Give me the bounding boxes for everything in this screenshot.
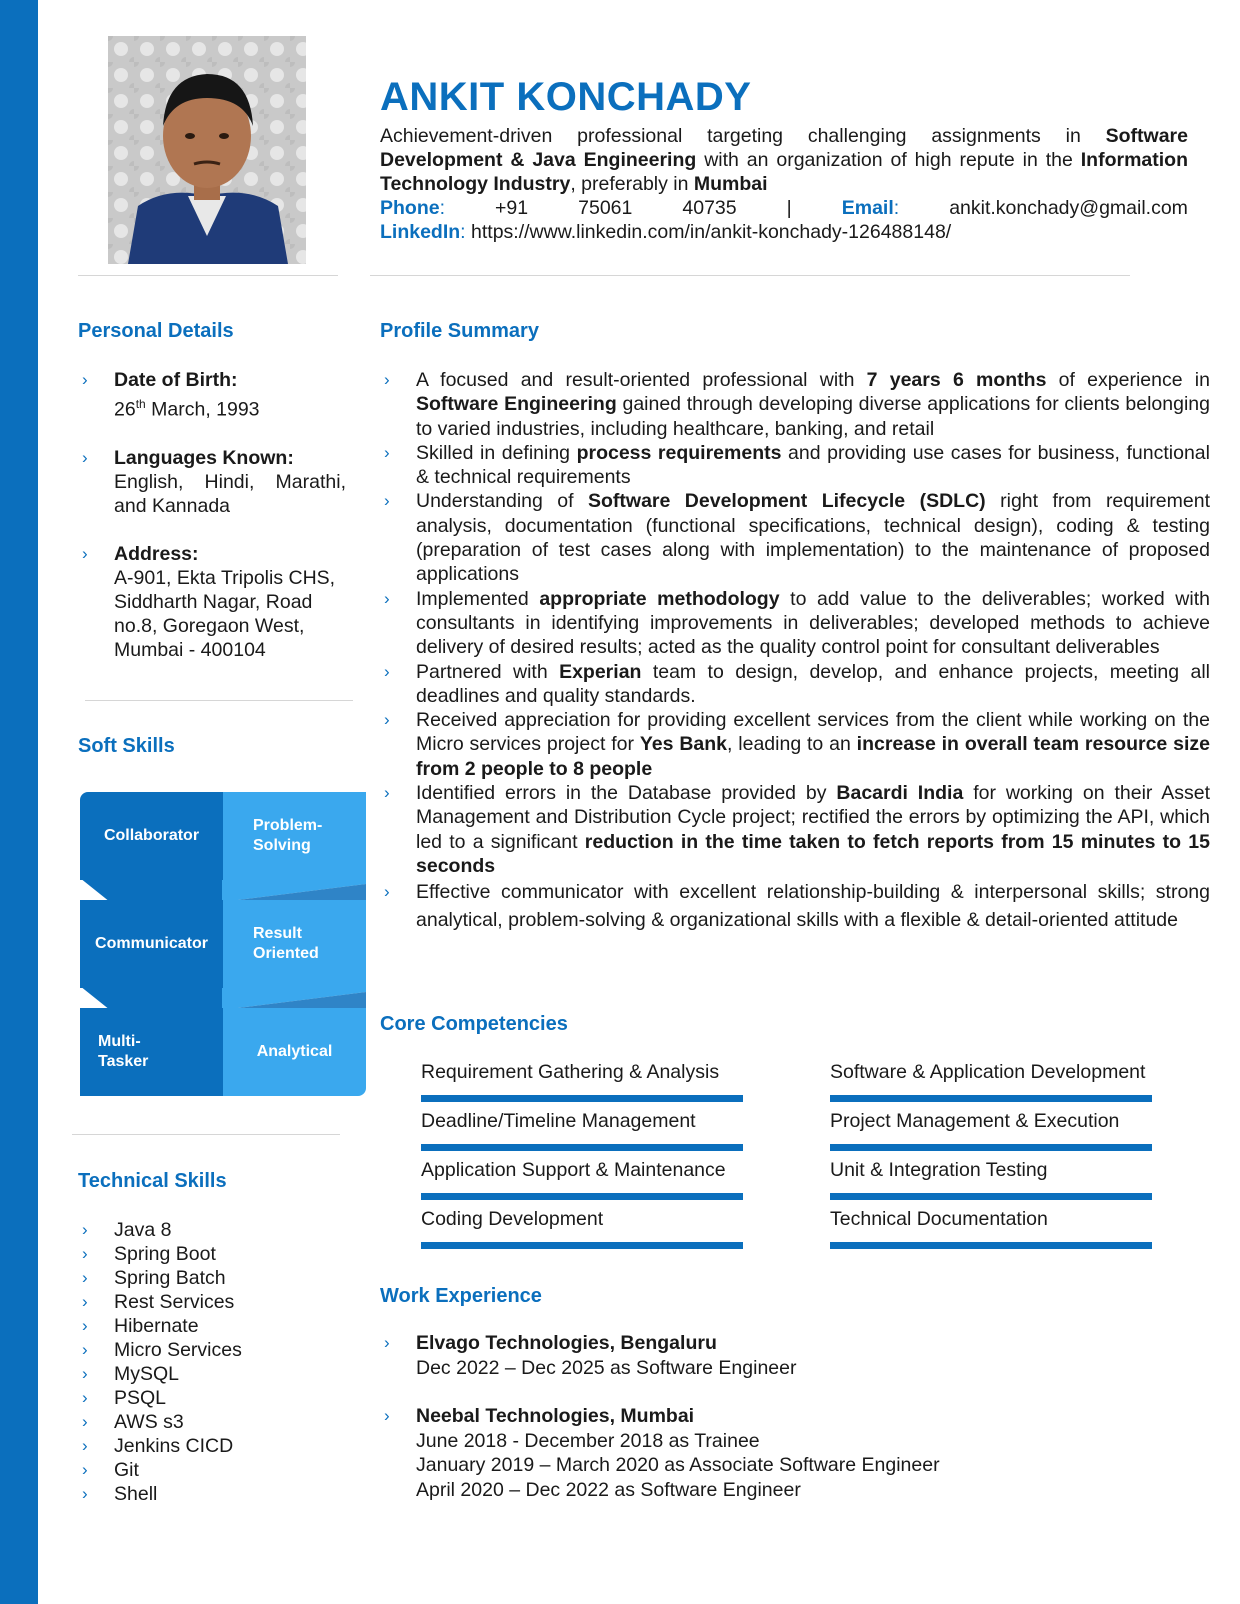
phone-label: Phone	[380, 197, 440, 219]
chevron-icon: ›	[384, 442, 390, 462]
address-item: › Address: A-901, Ekta Tripolis CHS, Siddharth Nagar, Road no.8, Goregaon West, Mumbai - 400104	[80, 542, 350, 662]
chevron-icon: ›	[82, 1388, 88, 1407]
chevron-icon: ›	[384, 370, 390, 389]
job-company: Elvago Technologies, Bengaluru	[416, 1332, 717, 1354]
address-value: A-901, Ekta Tripolis CHS, Siddharth Nagar, Road no.8, Goregaon West, Mumbai - 400104	[114, 566, 336, 661]
tech-skill-item: › AWS s3	[82, 1411, 184, 1433]
competency-item: Technical Documentation	[830, 1208, 1048, 1230]
email-label: Email	[841, 197, 894, 219]
divider	[370, 275, 1130, 276]
linkedin-label: LinkedIn	[380, 221, 461, 243]
linkedin-row: LinkedIn: https://www.linkedin.com/in/ankit-konchady-126488148/	[380, 221, 952, 243]
languages-value: English, Hindi, Marathi, and Kannada	[114, 470, 346, 517]
chevron-icon: ›	[82, 1460, 88, 1479]
job-item	[380, 1404, 1210, 1502]
soft-skills-grid	[80, 792, 366, 1092]
skill-collaborator: Collaborator	[80, 792, 223, 880]
work-experience-title: Work Experience	[380, 1285, 542, 1307]
tech-skill-item: › MySQL	[82, 1363, 180, 1385]
competency-item: Project Management & Execution	[830, 1110, 1120, 1132]
skill-problem-solving: Problem-Solving	[223, 792, 366, 880]
competency-item: Application Support & Maintenance	[421, 1159, 726, 1181]
competency-item: Software & Application Development	[830, 1061, 1146, 1083]
chevron-icon: ›	[82, 1268, 88, 1287]
contact-row: Phone: +91 75061 40735 | Email: ankit.konchady@gmail.com	[380, 197, 1188, 219]
job-item	[380, 1331, 1210, 1380]
skill-band	[80, 878, 366, 902]
tech-skill-item: › Jenkins CICD	[82, 1435, 234, 1457]
soft-skills-title: Soft Skills	[78, 735, 175, 757]
chevron-icon: ›	[384, 783, 390, 803]
chevron-icon: ›	[82, 370, 88, 389]
chevron-icon: ›	[82, 1436, 88, 1455]
competency-item: Deadline/Timeline Management	[421, 1110, 696, 1132]
chevron-icon: ›	[82, 1412, 88, 1431]
skill-band	[80, 986, 366, 1010]
tech-skill-item: › Hibernate	[82, 1315, 199, 1337]
profile-item: › Understanding of Software Development Lifecycle (SDLC) right from requirement analysis, documentation (functional specifications, technical design), coding & testing (preparation of test cases along with implementation) to the maintenance of proposed applications	[384, 490, 1210, 586]
candidate-name: ANKIT KONCHADY	[380, 75, 752, 119]
chevron-icon: ›	[384, 1333, 390, 1352]
competency-bar	[830, 1193, 1152, 1200]
chevron-icon: ›	[384, 882, 390, 902]
skill-multi-tasker: Multi-Tasker	[80, 1008, 223, 1096]
chevron-icon: ›	[82, 1292, 88, 1311]
job-role: June 2018 - December 2018 as Trainee	[416, 1429, 760, 1452]
technical-skills-title: Technical Skills	[78, 1170, 227, 1192]
core-competencies-title: Core Competencies	[380, 1013, 568, 1035]
tech-skill-item: › Shell	[82, 1483, 158, 1505]
competency-bar	[421, 1193, 743, 1200]
job-company: Neebal Technologies, Mumbai	[416, 1405, 695, 1427]
competency-bar	[830, 1144, 1152, 1151]
chevron-icon: ›	[82, 1220, 88, 1239]
chevron-icon: ›	[384, 1406, 390, 1425]
competency-bar	[830, 1242, 1152, 1249]
tech-skill-item: › Java 8	[82, 1219, 172, 1241]
chevron-icon: ›	[82, 447, 88, 467]
dob-value: 26th March, 1993	[114, 397, 260, 421]
competency-bar	[421, 1144, 743, 1151]
linkedin-link[interactable]: https://www.linkedin.com/in/ankit-konchady-126488148/	[471, 221, 952, 243]
tech-skill-item: › Spring Batch	[82, 1267, 226, 1289]
competency-item: Coding Development	[421, 1208, 604, 1230]
tech-skill-item: › Rest Services	[82, 1291, 235, 1313]
personal-details-list	[80, 368, 350, 686]
competency-bar	[830, 1095, 1152, 1102]
competency-bar	[421, 1095, 743, 1102]
phone-part-3: 40735	[682, 197, 737, 219]
header-summary: Achievement-driven professional targeting challenging assignments in Software Development & Java Engineering with an organization of high repute in the Information Technology Industry, preferably in Mumbai	[380, 125, 1188, 195]
divider	[72, 1134, 340, 1135]
phone-part-2: 75061	[578, 197, 633, 219]
languages-item: › Languages Known: English, Hindi, Marathi, and Kannada	[82, 446, 346, 517]
dob-item: › Date of Birth: 26th March, 1993	[80, 368, 350, 422]
resume-header	[380, 74, 1188, 244]
profile-item: › Effective communicator with excellent relationship-building & interpersonal skills; strong analytical, problem-solving & organizational skills with a flexible & detail-oriented attitude	[380, 878, 1210, 934]
profile-summary-title: Profile Summary	[380, 320, 539, 342]
chevron-icon: ›	[82, 1316, 88, 1335]
profile-item: › Skilled in defining process requirements and providing use cases for business, functional & technical requirements	[384, 441, 1210, 489]
phone-part-1: +91	[495, 197, 529, 219]
profile-item: › Partnered with Experian team to design, develop, and enhance projects, meeting all deadlines and quality standards.	[384, 660, 1210, 707]
profile-item: › Received appreciation for providing excellent services from the client while working on the Micro services project for Yes Bank, leading to an increase in overall team resource size from 2 people to 8 people	[384, 709, 1210, 780]
chevron-icon: ›	[384, 661, 390, 681]
chevron-icon: ›	[384, 710, 390, 730]
personal-details-title: Personal Details	[78, 320, 234, 342]
skill-analytical: Analytical	[223, 1008, 366, 1096]
chevron-icon: ›	[384, 491, 390, 511]
competency-bar	[421, 1242, 743, 1249]
technical-skills-list	[80, 1218, 350, 1506]
skill-communicator: Communicator	[80, 900, 223, 988]
tech-skill-item: › PSQL	[82, 1387, 167, 1409]
tech-skill-item: › Micro Services	[82, 1339, 242, 1361]
profile-photo	[108, 36, 306, 264]
divider	[85, 700, 353, 701]
chevron-icon: ›	[82, 1364, 88, 1383]
chevron-icon: ›	[82, 1340, 88, 1359]
profile-item: › Identified errors in the Database provided by Bacardi India for working on their Asset Management and Distribution Cycle project; rectified the errors by optimizing the API, which led to a significant reduction in the time taken to fetch reports from 15 minutes to 15 seconds	[384, 782, 1210, 877]
job-role: Dec 2022 – Dec 2025 as Software Engineer	[416, 1356, 797, 1379]
divider	[78, 275, 338, 276]
side-stripe	[0, 0, 38, 1604]
competency-item: Unit & Integration Testing	[830, 1159, 1048, 1181]
tech-skill-item: › Git	[82, 1459, 139, 1481]
chevron-icon: ›	[82, 543, 88, 563]
email-link[interactable]: ankit.konchady@gmail.com	[949, 197, 1188, 219]
profile-item: › A focused and result-oriented professional with 7 years 6 months of experience in Software Engineering gained through developing diverse applications for clients belonging to varied industries, including healthcare, banking, and retail	[384, 369, 1210, 440]
chevron-icon: ›	[82, 1484, 88, 1503]
job-role: January 2019 – March 2020 as Associate Software Engineer	[416, 1454, 940, 1476]
work-experience-list	[380, 1331, 1210, 1526]
competency-item: Requirement Gathering & Analysis	[421, 1061, 720, 1083]
profile-item: › Implemented appropriate methodology to add value to the deliverables; worked with consultants in identifying improvements in deliverables; developed methods to achieve delivery of desired results; acted as the quality control point for consultant deliverables	[384, 587, 1210, 659]
chevron-icon: ›	[82, 1244, 88, 1263]
chevron-icon: ›	[384, 588, 390, 608]
job-role: April 2020 – Dec 2022 as Software Engineer	[416, 1478, 801, 1501]
tech-skill-item: › Spring Boot	[82, 1243, 216, 1265]
contact-separator: |	[786, 197, 792, 219]
profile-summary-list	[380, 368, 1210, 934]
skill-result-oriented: Result Oriented	[223, 900, 366, 988]
